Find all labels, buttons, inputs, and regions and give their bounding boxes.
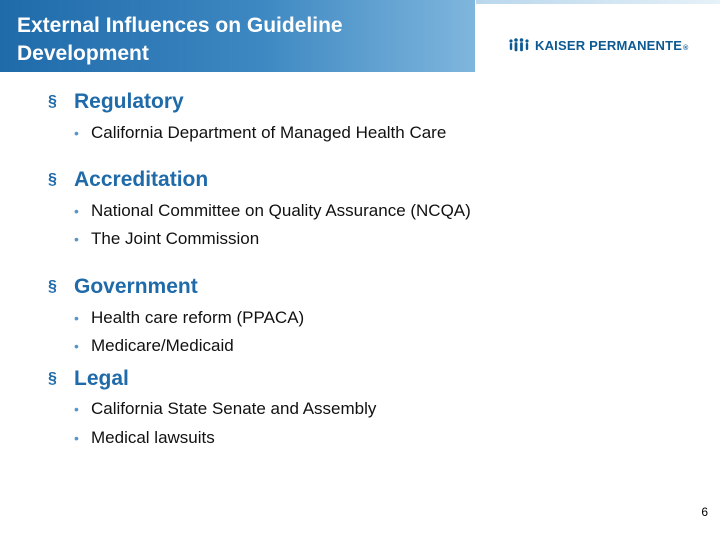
bullet-icon: • (74, 310, 79, 326)
list-item-text: Medicare/Medicaid (91, 336, 234, 355)
people-icon (508, 37, 530, 53)
bullet-icon: • (74, 203, 79, 219)
section-regulatory (48, 90, 184, 114)
list-item (74, 228, 259, 250)
logo-panel-accent (476, 0, 720, 4)
list-item-text: Medical lawsuits (91, 428, 215, 447)
list-item-text: Health care reform (PPACA) (91, 308, 305, 327)
list-item-text: California State Senate and Assembly (91, 399, 377, 418)
section-bullet-icon: § (48, 370, 57, 387)
section-heading: Accreditation (74, 168, 209, 191)
section-heading: Legal (74, 367, 129, 390)
list-item-text: National Committee on Quality Assurance (NCQA) (91, 201, 471, 220)
title-bar (0, 0, 475, 72)
kaiser-permanente-logo (508, 37, 689, 53)
bullet-icon: • (74, 231, 79, 247)
bullet-icon: • (74, 125, 79, 141)
bullet-icon: • (74, 338, 79, 354)
list-item (74, 398, 376, 420)
section-government (48, 275, 198, 299)
logo-wordmark: KAISER PERMANENTE® (535, 37, 689, 53)
section-legal (48, 367, 129, 391)
slide-title: External Influences on Guideline Development (17, 14, 343, 65)
list-item-text: California Department of Managed Health Care (91, 123, 447, 142)
section-heading: Regulatory (74, 90, 184, 113)
page-number: 6 (701, 505, 708, 519)
list-item (74, 335, 234, 357)
section-accreditation (48, 168, 208, 192)
bullet-icon: • (74, 401, 79, 417)
section-bullet-icon: § (48, 171, 57, 188)
logo-panel (476, 0, 720, 72)
list-item-text: The Joint Commission (91, 229, 260, 248)
list-item (74, 427, 215, 449)
list-item (74, 122, 446, 144)
list-item (74, 200, 471, 222)
section-heading: Government (74, 275, 198, 298)
section-bullet-icon: § (48, 278, 57, 295)
bullet-icon: • (74, 430, 79, 446)
section-bullet-icon: § (48, 93, 57, 110)
list-item (74, 307, 304, 329)
